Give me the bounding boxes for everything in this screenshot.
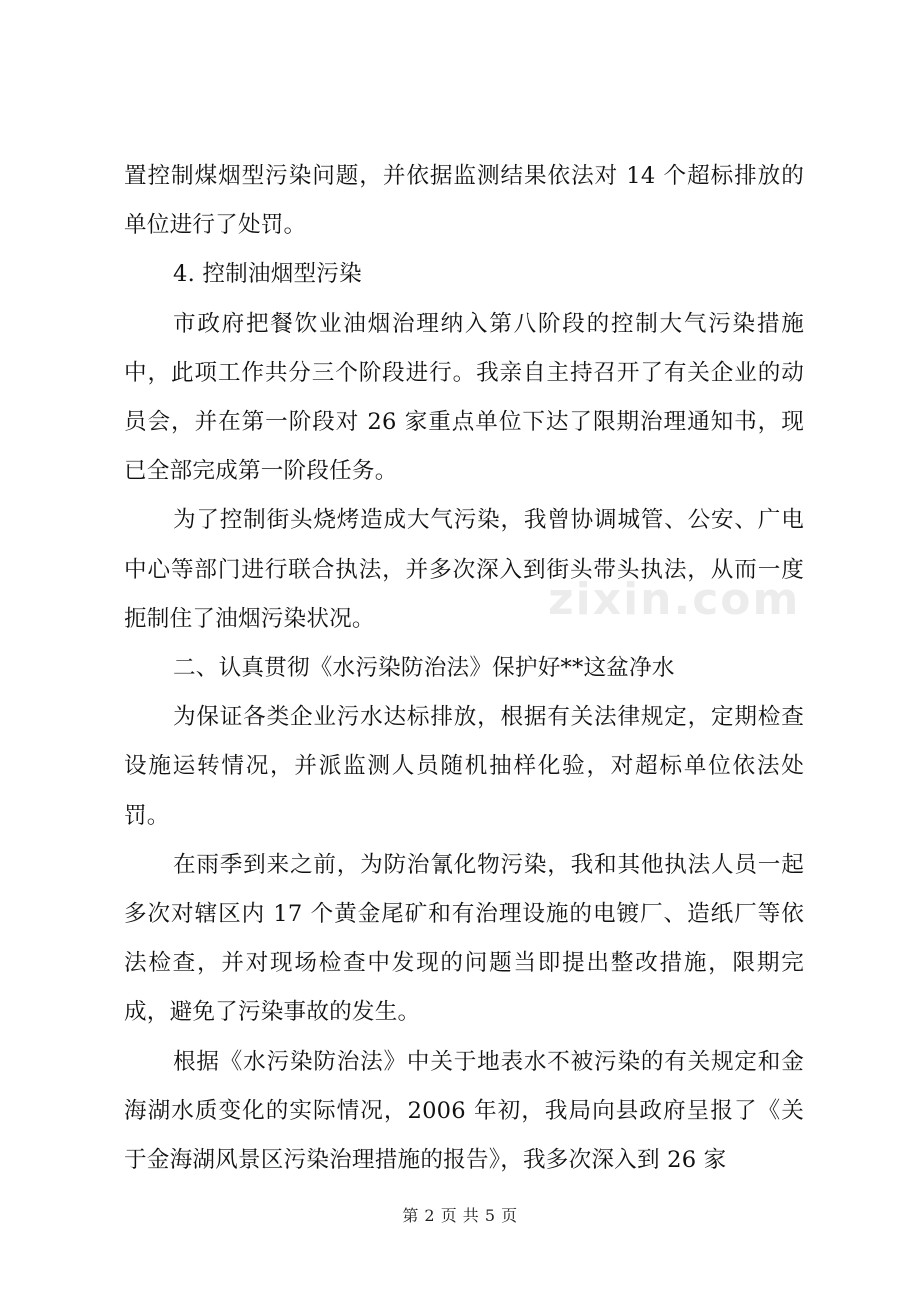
paragraph-jinhai-lake: 根据《水污染防治法》中关于地表水不被污染的有关规定和金海湖水质变化的实际情况，2006 年初，我局向县政府呈报了《关于金海湖风景区污染治理措施的报告》，我多次深入到 26 家 — [124, 1048, 804, 1174]
paragraph-catering-smoke: 市政府把餐饮业油烟治理纳入第八阶段的控制大气污染措施中，此项工作共分三个阶段进行。我亲自主持召开了有关企业的动员会，并在第一阶段对 26 家重点单位下达了限期治理通知书，现已全部完成第一阶段任务。 — [124, 310, 804, 485]
document-body — [124, 152, 804, 1185]
section-heading-oil-smoke: 4. 控制油烟型污染 — [173, 261, 362, 288]
watermark-text: zixin.com — [548, 574, 801, 625]
paragraph-cyanide: 在雨季到来之前，为防治氰化物污染，我和其他执法人员一起多次对辖区内 17 个黄金尾矿和有治理设施的电镀厂、造纸厂等依法检查，并对现场检查中发现的问题当即提出整改措施，限期完成，避免了污染事故的发生。 — [124, 851, 804, 1026]
paragraph-continuation: 置控制煤烟型污染问题，并依据监测结果依法对 14 个超标排放的单位进行了处罚。 — [124, 163, 804, 239]
paragraph-wastewater: 为保证各类企业污水达标排放，根据有关法律规定，定期检查设施运转情况，并派监测人员随机抽样化验，对超标单位依法处罚。 — [124, 704, 804, 829]
page-footer: 第 2 页 共 5 页 — [402, 1206, 518, 1225]
paragraph-street-bbq: 为了控制街头烧烤造成大气污染，我曾协调城管、公安、广电中心等部门进行联合执法，并多次深入到街头带头执法，从而一度扼制住了油烟污染状况。 — [124, 507, 804, 632]
section-heading-water-law: 二、认真贯彻《水污染防治法》保护好**这盆净水 — [173, 655, 675, 682]
